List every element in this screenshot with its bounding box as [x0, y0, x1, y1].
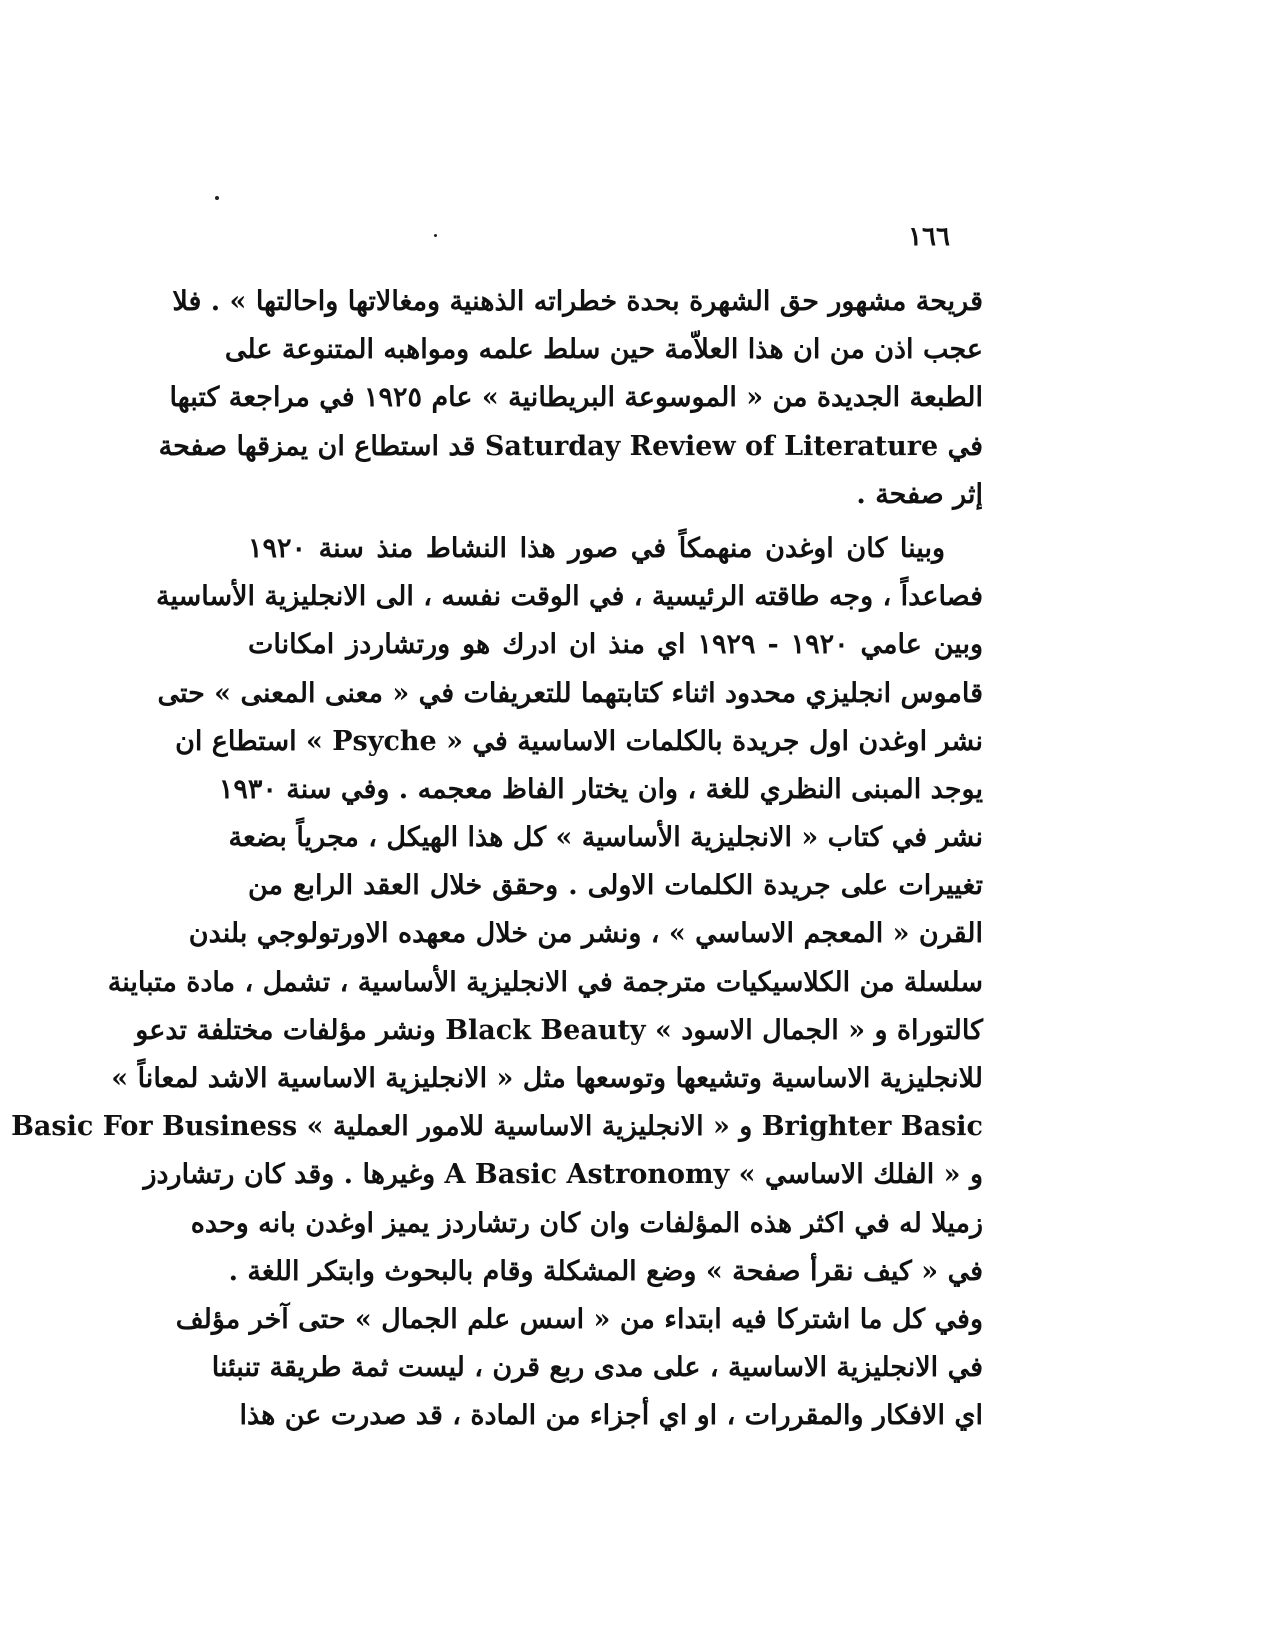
text-line: كالتوراة و « الجمال الاسود » Black Beauty ونشر مؤلفات مختلفة تدعو [135, 1014, 983, 1046]
text-line: و « الفلك الاساسي » A Basic Astronomy وغيرها . وقد كان رتشاردز [143, 1159, 983, 1191]
text-line: زميلا له في اكثر هذه المؤلفات وان كان رتشاردز يميز اوغدن بانه وحده [190, 1207, 983, 1239]
text-line: يوجد المبنى النظري للغة ، وان يختار الفاظ معجمه . وفي سنة ١٩٣٠ [218, 773, 983, 805]
text-line: الطبعة الجديدة من « الموسوعة البريطانية » عام ١٩٢٥ في مراجعة كتبها [169, 382, 983, 414]
text-line: اي الافكار والمقررات ، او اي أجزاء من المادة ، قد صدرت عن هذا [239, 1400, 983, 1432]
text-line: وبينا كان اوغدن منهمكاً في صور هذا النشاط منذ سنة ١٩٢٠ [248, 532, 945, 564]
text-line: وفي كل ما اشتركا فيه ابتداء من « اسس علم الجمال » حتى آخر مؤلف [175, 1303, 983, 1335]
text-line: تغييرات على جريدة الكلمات الاولى . وحقق خلال العقد الرابع من [248, 870, 983, 902]
text-line: في Saturday Review of Literature قد استطاع ان يمزقها صفحة [158, 430, 983, 462]
text-line: في « كيف نقرأ صفحة » وضع المشكلة وقام بالبحوث وابتكر اللغة . [228, 1255, 983, 1287]
text-line: سلسلة من الكلاسيكيات مترجمة في الانجليزية الأساسية ، تشمل ، مادة متباينة [107, 966, 983, 998]
text-line: وبين عامي ١٩٢٠ - ١٩٢٩ اي منذ ان ادرك هو ورتشاردز امكانات [248, 629, 983, 661]
body-text [11, 278, 983, 1441]
text-line: في الانجليزية الاساسية ، على مدى ربع قرن ، ليست ثمة طريقة تنبئنا [211, 1352, 983, 1384]
scan-speck [215, 196, 219, 200]
text-line: للانجليزية الاساسية وتشيعها وتوسعها مثل « الانجليزية الاساسية الاشد لمعاناً » [111, 1063, 983, 1094]
paragraph-1 [158, 278, 983, 519]
text-line: نشر في كتاب « الانجليزية الأساسية » كل هذا الهيكل ، مجرياً بضعة [228, 822, 983, 854]
text-line: قاموس انجليزي محدود اثناء كتابتهما للتعريفات في « معنى المعنى » حتى [157, 677, 983, 709]
scan-speck [434, 234, 437, 237]
text-line: قريحة مشهور حق الشهرة بحدة خطراته الذهنية ومغالاتها واحالتها » . فلا [172, 286, 983, 317]
text-line: عجب اذن من ان هذا العلاّمة حين سلط علمه ومواهبه المتنوعة على [224, 334, 983, 366]
text-line: القرن « المعجم الاساسي » ، ونشر من خلال معهده الاورتولوجي بلندن [188, 918, 983, 950]
text-line: إثر صفحة . [856, 478, 983, 510]
paragraph-2 [11, 525, 983, 1441]
text-line: فصاعداً ، وجه طاقته الرئيسية ، في الوقت نفسه ، الى الانجليزية الأساسية [155, 581, 983, 613]
text-line: Brighter Basic و « الانجليزية الاساسية للامور العملية » Basic For Business [11, 1111, 983, 1143]
text-line: نشر اوغدن اول جريدة بالكلمات الاساسية في « Psyche » استطاع ان [175, 725, 983, 757]
page-number: ١٦٦ [908, 222, 950, 252]
